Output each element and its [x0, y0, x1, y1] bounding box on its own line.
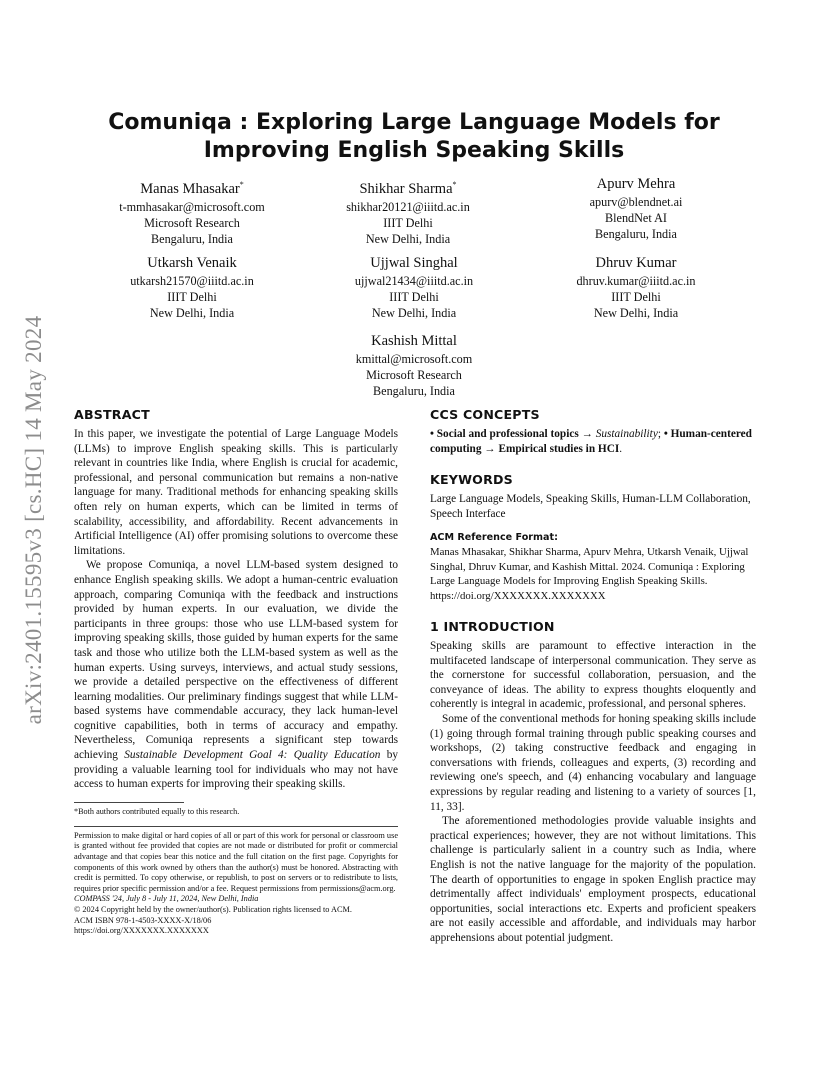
author-email: apurv@blendnet.ai	[589, 195, 683, 209]
author-block	[82, 254, 302, 321]
isbn: ACM ISBN 978-1-4503-XXXX-X/18/06	[74, 915, 212, 925]
author-name: Shikhar Sharma*	[359, 180, 457, 197]
author-name: Manas Mhasakar*	[140, 180, 244, 197]
author-email: utkarsh21570@iiitd.ac.in	[130, 274, 254, 288]
sdg-emphasis: Sustainable Development Goal 4: Quality Education	[124, 749, 381, 762]
author-location: New Delhi, India	[371, 306, 457, 320]
abstract-paragraph: We propose Comuniqa, a novel LLM-based system designed to enhance English speaking skills. We adopt a human-centric evaluation approach, comparing Comuniqa with the feedback and instructions provided by human experts. In our evaluation, we divide the participants in three groups: those who use LLM-based system for improving speaking skills, those guided by human experts for the same task and those who utilize both the LLM-based system as well as the human experts. Using surveys, interviews, and actual study sessions, we provide a detailed perspective on the effectiveness of different learning modalities. Our preliminary findings suggest that while LLM-based systems have commendable accuracy, they lack human-level cognitive capabilities, both in terms of accuracy and empathy. Nevertheless, Comuniqa represents a significant step towards achieving Sustainable Development Goal 4: Quality Education by providing a valuable learning tool for individuals who may not have access to human experts for improving their speaking skills.	[74, 559, 398, 791]
paper-title: Comuniqa : Exploring Large Language Models for Improving English Speaking Skills	[108, 110, 720, 163]
author-email: t-mmhasakar@microsoft.com	[119, 199, 265, 214]
ccs-heading: CCS CONCEPTS	[430, 407, 540, 422]
author-block	[526, 175, 746, 242]
author-affiliation: Microsoft Research	[144, 215, 240, 230]
author-location: Bengaluru, India	[373, 384, 455, 398]
author-block	[82, 175, 302, 247]
equal-contribution-mark: *	[239, 180, 244, 189]
arxiv-sidebar	[4, 270, 64, 770]
acm-reference-text: Manas Mhasakar, Shikhar Sharma, Apurv Mehra, Utkarsh Venaik, Ujjwal Singhal, Dhruv Kumar, and Kashish Mittal. 2024. Comuniqa : Exploring Large Language Models for Improving English Speaking Skills. https://doi.org/XXXXXXX.XXXXXXX	[430, 546, 749, 602]
author-affiliation: IIIT Delhi	[389, 290, 439, 304]
keywords-heading: KEYWORDS	[430, 472, 513, 488]
introduction-paragraph: Some of the conventional methods for honing speaking skills include (1) going through formal training through public speaking courses and workshops, (2) taking constructive feedback and engaging in conversations with friends, colleagues and experts, (3) recording and reviewing one's speech, and (4) enhancing vocabulary and language expressions by regular reading and listening to a variety of sources [1, 11, 33].	[430, 712, 756, 813]
author-block	[304, 254, 524, 321]
permission-notice: Permission to make digital or hard copies of all or part of this work for personal or classroom use is granted without fee provided that copies are not made or distributed for profit or commercial advantage and that copies bear this notice and the full citation on the first page. Copyrights for components of this work owned by others than the author(s) must be honored. Abstracting with credit is permitted. To copy otherwise, or republish, to post on servers or to redistribute to lists, requires prior specific permission and/or a fee. Request permissions from permissions@acm.org.	[74, 830, 398, 893]
acm-reference-heading: ACM Reference Format:	[430, 532, 558, 544]
author-name: Apurv Mehra	[596, 176, 676, 192]
footnote-rule	[74, 802, 184, 803]
ccs-concepts: • Social and professional topics → Sustainability; • Human-centered computing → Empirical studies in HCI.	[430, 428, 752, 455]
abstract-paragraph: In this paper, we investigate the potential of Large Language Models (LLMs) to improve English speaking skills. This is particularly relevant in countries like India, where English is crucial for academic, professional, and personal communication but remains a non-native language for many. Traditional methods for enhancing speaking skills often rely on human experts, which can be limited in terms of scalability, accessibility, and affordability. Recent advancements in Artificial Intelligence (AI) offer promising solutions to overcome these limitations.	[74, 428, 398, 557]
author-location: Bengaluru, India	[595, 227, 677, 241]
author-location: New Delhi, India	[365, 231, 451, 246]
author-location: New Delhi, India	[593, 306, 679, 320]
author-email: dhruv.kumar@iiitd.ac.in	[576, 274, 696, 288]
footnote: *Both authors contributed equally to this research.	[74, 806, 240, 816]
author-block	[526, 254, 746, 321]
conference-info: COMPASS '24, July 8 - July 11, 2024, New Delhi, India	[74, 894, 259, 904]
introduction-paragraph: The aforementioned methodologies provide valuable insights and practical experiences; however, they are not without limitations. This challenge is particularly salient in a country such as India, where English is not the native language for the majority of the population. The dearth of opportunities to engage in spoken English practice may detrimentally affect individuals' employment prospects, educational opportunities, social interactions etc. Experts and proficient speakers are not easily accessible and affordable, and individuals may harbor apprehensions about potential judgment.	[430, 815, 756, 944]
author-name: Dhruv Kumar	[595, 255, 677, 271]
author-affiliation: BlendNet AI	[605, 211, 667, 225]
author-block	[298, 175, 518, 247]
author-name: Ujjwal Singhal	[370, 255, 458, 271]
right-column	[430, 407, 756, 945]
abstract-heading: ABSTRACT	[74, 407, 150, 422]
equal-contribution-mark: *	[452, 180, 457, 189]
author-location: New Delhi, India	[149, 306, 235, 320]
author-email: kmittal@microsoft.com	[355, 352, 473, 366]
copyright-notice: © 2024 Copyright held by the owner/author(s). Publication rights licensed to ACM.	[74, 905, 352, 914]
author-name: Kashish Mittal	[371, 333, 457, 349]
permission-rule	[74, 826, 398, 827]
author-email: shikhar20121@iiitd.ac.in	[346, 199, 470, 214]
author-location: Bengaluru, India	[151, 231, 233, 246]
arxiv-identifier: arXiv:2401.15595v3 [cs.HC] 14 May 2024	[21, 315, 46, 725]
author-affiliation: Microsoft Research	[366, 368, 462, 382]
author-affiliation: IIIT Delhi	[611, 290, 661, 304]
introduction-paragraph: Speaking skills are paramount to effective interaction in the multifaceted landscape of interpersonal communication. They serve as the cornerstone for successful collaboration, persuasion, and the conveyance of ideas. The ability to express thoughts eloquently and coherently is integral in academic, professional, and personal spheres.	[430, 640, 756, 711]
author-block	[304, 332, 524, 399]
author-affiliation: IIIT Delhi	[167, 290, 217, 304]
author-email: ujjwal21434@iiitd.ac.in	[354, 274, 474, 288]
doi-link[interactable]: https://doi.org/XXXXXXX.XXXXXXX	[74, 926, 209, 936]
keywords-text: Large Language Models, Speaking Skills, Human-LLM Collaboration, Speech Interface	[430, 493, 751, 520]
introduction-heading: 1 INTRODUCTION	[430, 619, 555, 634]
left-column	[74, 407, 398, 937]
author-affiliation: IIIT Delhi	[383, 215, 433, 230]
author-name: Utkarsh Venaik	[147, 255, 237, 271]
